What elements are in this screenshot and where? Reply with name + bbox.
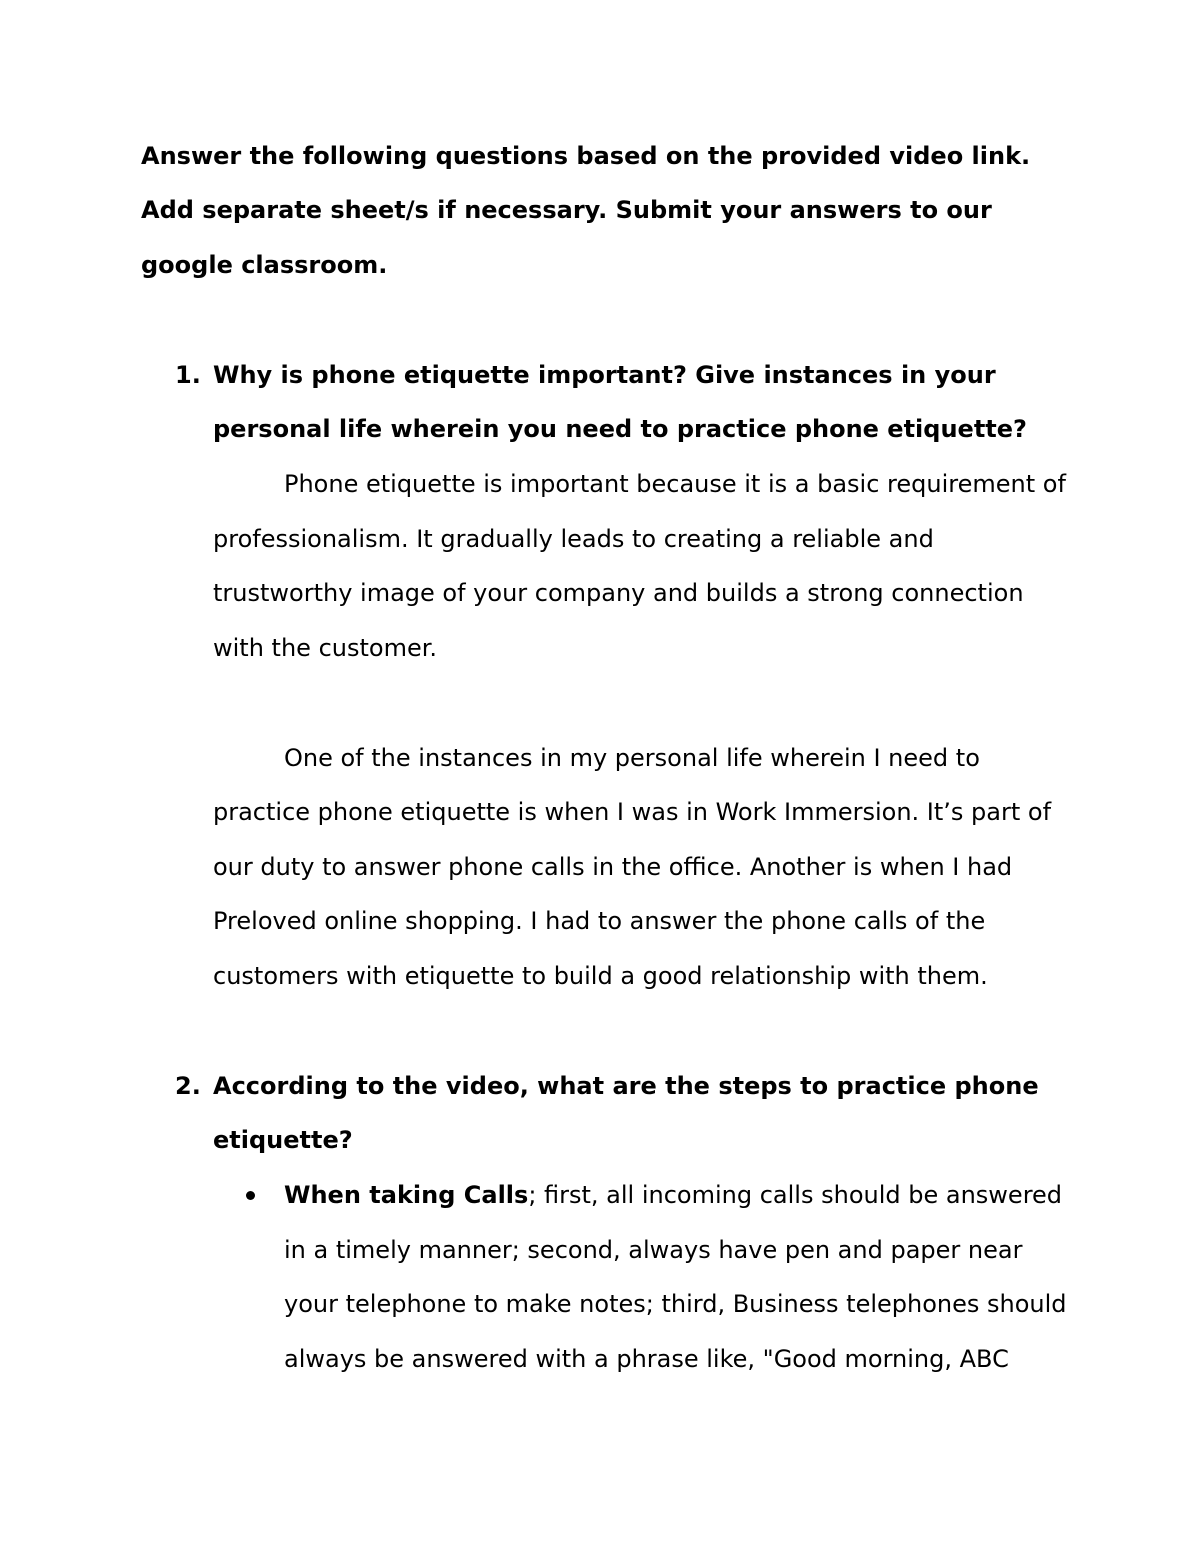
question-number: 2. [175, 1072, 201, 1100]
answer-line: practice phone etiquette is when I was in Work Immersion. It’s part of [213, 798, 1052, 826]
bullet-line: always be answered with a phrase like, "Good morning, ABC [284, 1345, 1009, 1373]
answer-line: with the customer. [213, 634, 438, 662]
question-text-line: personal life wherein you need to practice phone etiquette? [213, 415, 1027, 443]
question-text-line: According to the video, what are the steps to practice phone [213, 1072, 1039, 1100]
question-text-line: Why is phone etiquette important? Give instances in your [213, 361, 996, 389]
bullet-lead: When taking Calls [284, 1181, 529, 1209]
bullet-first-line [284, 1180, 1062, 1210]
instruction-line: Answer the following questions based on the provided video link. [141, 142, 1031, 170]
answer-line: trustworthy image of your company and builds a strong connection [213, 579, 1024, 607]
answer-line: customers with etiquette to build a good relationship with them. [213, 962, 988, 990]
answer-line: professionalism. It gradually leads to creating a reliable and [213, 525, 934, 553]
question-text-line: etiquette? [213, 1126, 353, 1154]
answer-line: our duty to answer phone calls in the office. Another is when I had [213, 853, 1013, 881]
bullet-line: in a timely manner; second, always have pen and paper near [284, 1236, 1023, 1264]
answer-line: Preloved online shopping. I had to answer the phone calls of the [213, 907, 986, 935]
bullet-line: your telephone to make notes; third, Business telephones should [284, 1290, 1067, 1318]
bullet-icon [246, 1191, 255, 1200]
answer-line: One of the instances in my personal life wherein I need to [284, 744, 980, 772]
question-number: 1. [175, 361, 201, 389]
instruction-line: google classroom. [141, 251, 388, 279]
instruction-line: Add separate sheet/s if necessary. Submit your answers to our [141, 196, 992, 224]
bullet-text: ; first, all incoming calls should be answered [528, 1181, 1063, 1209]
answer-line: Phone etiquette is important because it is a basic requirement of [284, 470, 1066, 498]
